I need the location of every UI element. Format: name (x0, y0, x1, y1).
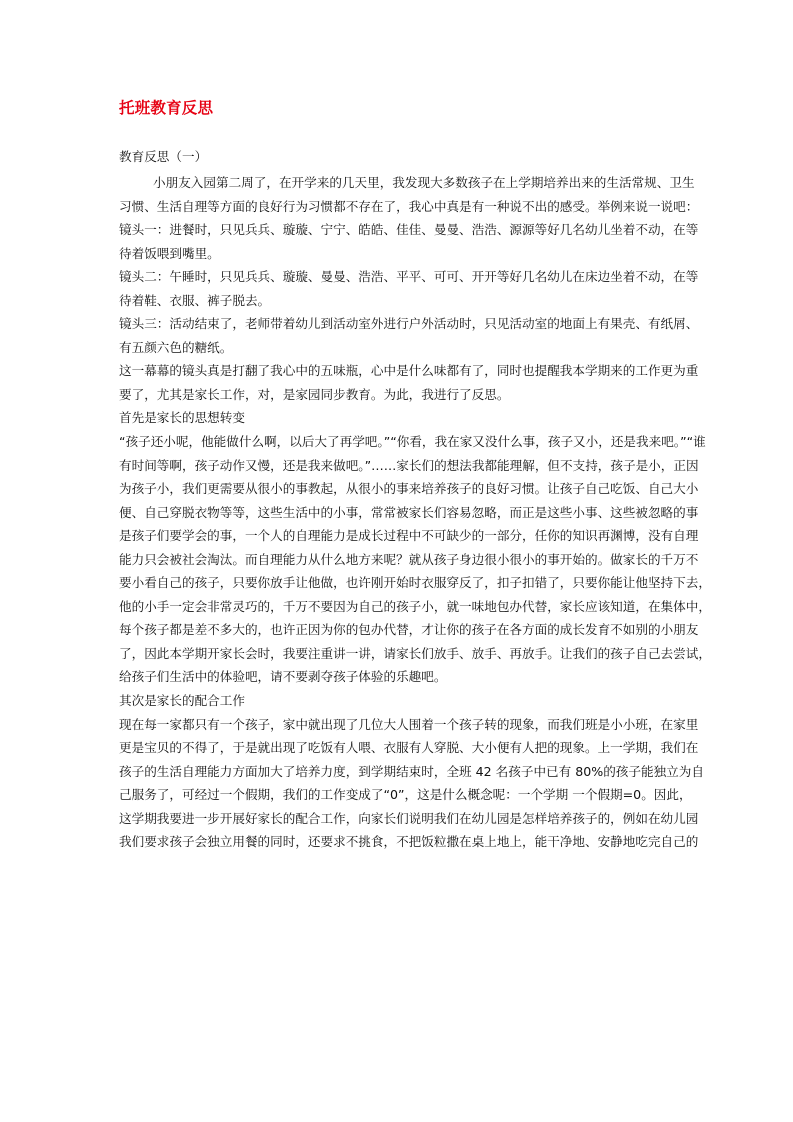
paragraph-line: 待着饭喂到嘴里。 (119, 245, 220, 261)
paragraph-line: 我们要求孩子会独立用餐的同时，还要求不挑食，不把饭粒撒在桌上地上，能干净地、安静地吃完自己的 (119, 834, 699, 850)
paragraph-line: “孩子还小呢，他能做什么啊，以后大了再学吧。”“你看，我在家又没什么事，孩子又小，还是我来吧。”“谁 (119, 434, 706, 450)
paragraph-line: 小朋友入园第二周了，在开学来的几天里，我发现大多数孩子在上学期培养出来的生活常规、卫生 (153, 175, 695, 190)
paragraph-line: 更是宝贝的不得了，于是就出现了吃饭有人喂、衣服有人穿脱、大小便有人把的现象。上一学期，我们在 (119, 740, 699, 756)
document-body (119, 142, 711, 854)
paragraph-line: 他的小手一定会非常灵巧的，千万不要因为自己的孩子小，就一味地包办代替，家长应该知道，在集体中， (119, 598, 711, 614)
paragraph-line: 有五颜六色的糖纸。 (119, 339, 233, 355)
paragraph-line: 镜头三：活动结束了，老师带着幼儿到活动室外进行户外活动时，只见活动室的地面上有果壳、有纸屑、 (119, 316, 699, 332)
paragraph-line: 己服务了，可经过一个假期，我们的工作变成了“0”，这是什么概念呢：一个学期 一个假期=0。因此， (119, 787, 692, 803)
paragraph-line: 有时间等啊，孩子动作又慢，还是我来做吧。”……家长们的想法我都能理解，但不支持，孩子是小，正因 (119, 457, 699, 473)
paragraph-line: 要了，尤其是家长工作，对，是家园同步教育。为此，我进行了反思。 (119, 386, 510, 402)
paragraph-line: 了，因此本学期开家长会时，我要注重讲一讲，请家长们放手、放手、再放手。让我们的孩子自己去尝试， (119, 645, 711, 661)
paragraph-line: 是孩子们要学会的事，一个人的自理能力是成长过程中不可缺少的一部分，任你的知识再渊博，没有自理 (119, 528, 699, 544)
paragraph-line: 习惯、生活自理等方面的良好行为习惯都不存在了，我心中真是有一种说不出的感受。举例来说一说吧： (119, 198, 699, 214)
paragraph-line: 待着鞋、衣服、裤子脱去。 (119, 292, 271, 308)
document-title: 托班教育反思 (119, 98, 214, 117)
paragraph-line: 为孩子小，我们更需要从很小的事教起，从很小的事来培养孩子的良好习惯。让孩子自己吃饭、自己大小 (119, 481, 699, 497)
paragraph-line: 便、自己穿脱衣物等等，这些生活中的小事，常常被家长们容易忽略，而正是这些小事、这些被忽略的事 (119, 504, 699, 520)
subheading: 首先是家长的思想转变 (119, 410, 245, 426)
section-heading: 教育反思（一） (119, 149, 208, 164)
subheading: 其次是家长的配合工作 (119, 693, 245, 709)
paragraph-line: 每个孩子都是差不多大的，也许正因为你的包办代替，才让你的孩子在各方面的成长发育不如别的小朋友 (119, 622, 699, 638)
paragraph-line: 给孩子们生活中的体验吧，请不要剥夺孩子体验的乐趣吧。 (119, 669, 447, 685)
paragraph-line: 要小看自己的孩子，只要你放手让他做，也许刚开始时衣服穿反了，扣子扣错了，只要你能让他坚持下去， (119, 575, 711, 591)
paragraph-line: 镜头二：午睡时，只见兵兵、璇璇、曼曼、浩浩、平平、可可、开开等好几名幼儿在床边坐着不动，在等 (119, 269, 699, 285)
paragraph-line: 这学期我要进一步开展好家长的配合工作，向家长们说明我们在幼儿园是怎样培养孩子的，例如在幼儿园 (119, 810, 699, 826)
paragraph-line: 镜头一：进餐时，只见兵兵、璇璇、宁宁、皓皓、佳佳、曼曼、浩浩、源源等好几名幼儿坐着不动，在等 (119, 222, 699, 238)
paragraph-line: 这一幕幕的镜头真是打翻了我心中的五味瓶，心中是什么味都有了，同时也提醒我本学期来的工作更为重 (119, 363, 699, 379)
paragraph-line: 现在每一家都只有一个孩子，家中就出现了几位大人围着一个孩子转的现象，而我们班是小小班，在家里 (119, 716, 699, 732)
paragraph-line: 孩子的生活自理能力方面加大了培养力度，到学期结束时，全班 42 名孩子中已有 80%的孩子能独立为自 (119, 763, 704, 779)
paragraph-line: 能力只会被社会淘汰。而自理能力从什么地方来呢？就从孩子身边很小很小的事开始的。做家长的千万不 (119, 551, 699, 567)
